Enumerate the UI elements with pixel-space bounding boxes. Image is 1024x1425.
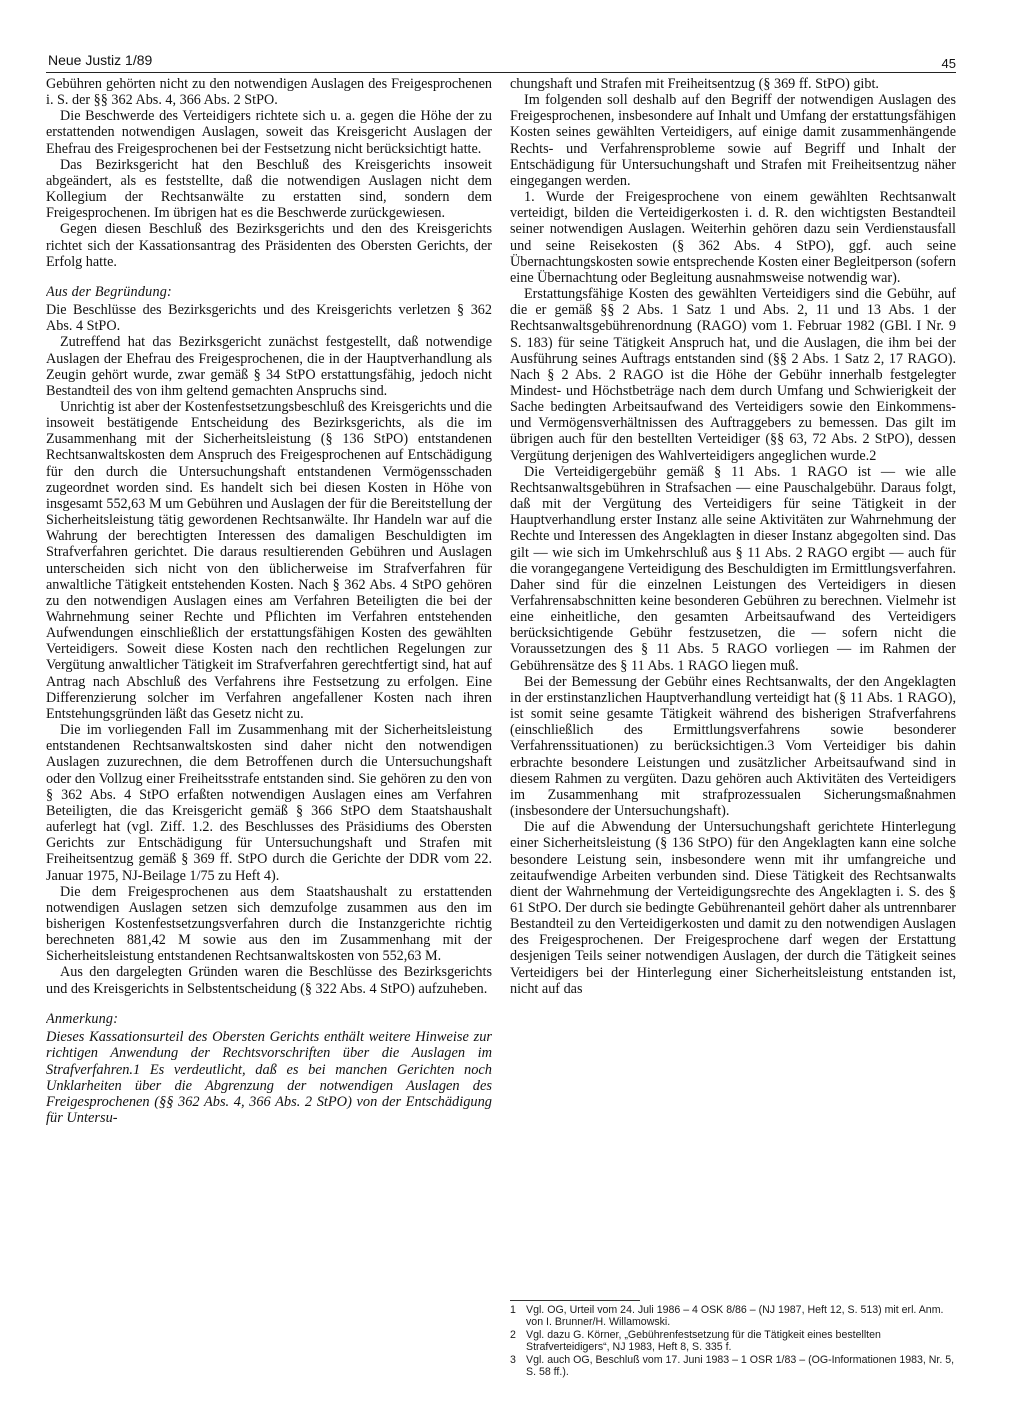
journal-title: Neue Justiz 1/89 [48,52,153,68]
annotation-text: Dieses Kassationsurteil des Obersten Gerichts enthält weitere Hinweise zur richtigen Anwendung der Rechtsvorschriften über die Auslagen im Strafverfahren.1 Es verdeutlicht, daß es bei manchen Gerichten noch Unklarheiten über die Abgrenzung der notwendigen Auslagen des Freigesprochenen (§§ 362 Abs. 4, 366 Abs. 2 StPO) von der Entschädigung für Untersu- [46,1028,492,1127]
footnote-number: 3 [510,1354,516,1366]
annotation-heading: Anmerkung: [46,1010,119,1027]
paragraph: Die Verteidigergebühr gemäß § 11 Abs. 1 RAGO ist — wie alle Rechtsanwaltsgebühren in Strafsachen — eine Pauschalgebühr. Daraus folgt, daß mit der Vergütung des Verteidigers für seine Tätigkeit in der Hauptverhandlung erster Instanz alle seine Aktivitäten zur Wahrnehmung der Rechte und Interessen des Angeklagten in dieser Instanz abgegolten sind. Das gilt — wie sich im Umkehrschluß aus § 11 Abs. 2 RAGO ergibt — auch für die vorangegangene Verteidigung des Beschuldigten im Ermittlungsverfahren. Daher sind für die einzelnen Leistungen des Verteidigers in diesen Verfahrensabschnitten keine besonderen Gebühren zu berechnen. Vielmehr ist eine einheitliche, den gesamten Arbeitsaufwand des Verteidigers berücksichtigende Gebühr festzusetzen, die — sofern nicht die Voraussetzungen des § 11 Abs. 5 RAGO vorliegen — im Rahmen der Gebührensätze des § 11 Abs. 1 RAGO liegen muß. [510,463,956,674]
paragraph: Gegen diesen Beschluß des Bezirksgerichts und den des Kreisgerichts richtet sich der Kassationsantrag des Präsidenten des Obersten Gerichts, der Erfolg hatte. [46,221,492,270]
footnote [510,1304,956,1328]
footnote [510,1329,956,1353]
paragraph: Zutreffend hat das Bezirksgericht zunächst festgestellt, daß notwendige Auslagen der Ehefrau des Freigesprochenen, die in der Hauptverhandlung als Zeugin gehört wurde, zwar gemäß § 34 StPO erstattungsfähig, jedoch nicht Bestandteil des von ihm geltend gemachten Anspruchs sind. [46,334,492,399]
paragraph: Aus den dargelegten Gründen waren die Beschlüsse des Bezirksgerichts und des Kreisgerichts in Selbstentscheidung (§ 322 Abs. 4 StPO) aufzuheben. [46,964,492,997]
footnote-divider [510,1300,640,1301]
left-column [46,76,492,1411]
paragraph: Die Beschwerde des Verteidigers richtete sich u. a. gegen die Höhe der zu erstattenden notwendigen Auslagen, soweit das Kreisgericht Auslagen der Ehefrau des Freigesprochenen bei der Festsetzung nicht berücksichtigt hatte. [46,108,492,157]
footnote-number: 2 [510,1329,516,1341]
paragraph: Die auf die Abwendung der Untersuchungshaft gerichtete Hinterlegung einer Sicherheitsleistung (§ 136 StPO) für den Angeklagten kann eine solche besondere Leistung sein, insbesondere wenn mit ihr umfangreiche und zeitaufwendige Arbeiten verbunden sind. Diese Tätigkeit des Rechtsanwalts dient der Wahrnehmung der Verteidigungsrechte des Angeklagten i. S. des § 61 StPO. Der durch sie bedingte Gebührenanteil gehört daher als untrennbarer Bestandteil zu den Verteidigerkosten und damit zu den notwendigen Auslagen des Freigesprochenen. Der Freigesprochene darf wegen der Erstattung desjenigen Teils seiner notwendigen Auslagen, der durch die Tätigkeit seines Verteidigers bei der Hinterlegung einer Sicherheitsleistung entstanden ist, nicht auf das [510,819,956,997]
footnote-text: Vgl. dazu G. Körner, „Gebührenfestsetzung für die Tätigkeit eines bestellten Strafverteidigers“, NJ 1983, Heft 8, S. 335 f. [526,1329,881,1353]
paragraph: Bei der Bemessung der Gebühr eines Rechtsanwalts, der den Angeklagten in der erstinstanzlichen Hauptverhandlung verteidigt hat (§ 11 Abs. 1 RAGO), ist somit seine gesamte Tätigkeit während des bisherigen Strafverfahrens (einschließlich des Ermittlungsverfahrens sowie besonderer Verfahrenssituationen) zu berücksichtigen.3 Vom Verteidiger bis dahin erbrachte besondere Leistungen und zusätzlicher Arbeitsaufwand sind in diesem Rahmen zu vergüten. Dazu gehören auch Aktivitäten des Verteidigers im Zusammenhang mit strafprozessualen Sicherungsmaßnahmen (insbesondere der Untersuchungshaft). [510,673,956,820]
reasons-heading: Aus der Begründung: [46,283,172,300]
paragraph: Das Bezirksgericht hat den Beschluß des Kreisgerichts insoweit abgeändert, als es feststellte, daß die notwendigen Auslagen nicht dem Kollegium der Rechtsanwälte zu erstatten sind, sondern dem Freigesprochenen. Im übrigen hat es die Beschwerde zurückgewiesen. [46,156,492,222]
paragraph: Die dem Freigesprochenen aus dem Staatshaushalt zu erstattenden notwendigen Auslagen setzen sich demzufolge zusammen aus den im bisherigen Kostenfestsetzungsverfahren durch die Instanzgerichte richtig berechneten 881,42 M sowie aus den im Zusammenhang mit der Sicherheitsleistung entstandenen Rechtsanwaltskosten von 552,63 M. [46,883,492,965]
footnote-text: Vgl. auch OG, Beschluß vom 17. Juni 1983 – 1 OSR 1/83 – (OG-Informationen 1983, Nr. 5, S. 58 ff.). [526,1354,955,1378]
paragraph: chungshaft und Strafen mit Freiheitsentzug (§ 369 ff. StPO) gibt. [510,76,879,92]
paragraph: Erstattungsfähige Kosten des gewählten Verteidigers sind die Gebühr, auf die er gemäß §§ 2 Abs. 1 Satz 1 und Abs. 2, 11 und 13 Abs. 1 der Rechtsanwaltsgebührenordnung (RAGO) vom 1. Februar 1982 (GBl. I Nr. 9 S. 183) für seine Tätigkeit Anspruch hat, und die Auslagen, die ihm bei der Ausführung seines Auftrags entstanden sind (§§ 2 Abs. 1 Satz 2, 17 RAGO). Nach § 2 Abs. 2 RAGO ist die Höhe der Gebühr innerhalb festgelegter Mindest- und Höchstbeträge nach dem durch Umfang und Schwierigkeit der Sache bedingten Arbeitsaufwand des Verteidigers sowie den Einkommens- und Vermögensverhältnissen des Auftraggebers zu bemessen. Das gilt im übrigen auch für den bestellten Verteidiger (§§ 63, 72 Abs. 2 StPO), dessen Vergütung derjenigen des Wahlverteidigers angeglichen wurde.2 [510,286,956,464]
page-header [46,50,956,73]
paragraph: Im folgenden soll deshalb auf den Begriff der notwendigen Auslagen des Freigesprochenen, insbesondere auf Inhalt und Umfang der erstattungsfähigen Kosten seines gewählten Verteidigers, auf einige damit zusammenhängende Rechts- und Verfahrensprobleme sowie auf Begriff und Inhalt der Entschädigung für Untersuchungshaft und Strafen mit Freiheitsentzug näher eingegangen werden. [510,92,956,189]
page-number: 45 [941,56,956,71]
paragraph: Die Beschlüsse des Bezirksgerichts und des Kreisgerichts verletzen § 362 Abs. 4 StPO. [46,302,492,335]
footnote [510,1354,956,1378]
footnote-number: 1 [510,1304,516,1316]
paragraph: Die im vorliegenden Fall im Zusammenhang mit der Sicherheitsleistung entstandenen Rechtsanwaltskosten sind daher nicht den notwendigen Auslagen zuzurechnen, die dem Betroffenen durch die Untersuchungshaft oder den Vollzug einer Freiheitsstrafe entstanden sind. Sie gehören zu den von § 362 Abs. 4 StPO erfaßten notwendigen Auslagen eines am Verfahren Beteiligten, die das Kreisgericht gemäß § 366 StPO dem Staatshaushalt auferlegt hat (vgl. Ziff. 1.2. des Beschlusses des Präsidiums des Obersten Gerichts zur Entschädigung für Untersuchungshaft und Strafen mit Freiheitsentzug gemäß § 369 ff. StPO durch die Gerichte der DDR vom 22. Januar 1975, NJ-Beilage 1/75 zu Heft 4). [46,722,492,884]
right-column [510,76,956,1411]
paragraph: 1. Wurde der Freigesprochene von einem gewählten Rechtsanwalt verteidigt, bilden die Verteidigerkosten i. d. R. den wichtigsten Bestandteil seiner notwendigen Auslagen. Weiterhin gehören dazu sein Verdienstausfall und seine Reisekosten (§ 362 Abs. 4 StPO), ggf. auch seine Übernachtungskosten sowie entsprechende Kosten einer Begleitperson (sofern eine Übernachtung oder Begleitung ausnahmsweise notwendig war). [510,189,956,286]
footnotes [510,1300,956,1379]
paragraph: Unrichtig ist aber der Kostenfestsetzungsbeschluß des Kreisgerichts und die insoweit bestätigende Entscheidung des Bezirksgerichts, als die im Zusammenhang mit der Sicherheitsleistung (§ 136 StPO) entstandenen Rechtsanwaltskosten dem Anspruch des Freigesprochenen auf Entschädigung für den durch die Untersuchungshaft entstandenen Vermögensschaden zugeordnet worden sind. Es handelt sich bei diesen Kosten in Höhe von insgesamt 552,63 M um Gebühren und Auslagen der für die Bereitstellung der Sicherheitsleistung tätig gewordenen Rechtsanwälte. Ihr Handeln war auf die Wahrung der berechtigten Interessen des damaligen Beschuldigten im Strafverfahren gerichtet. Die daraus resultierenden Gebühren und Auslagen unterscheiden sich nicht von den üblicherweise im Strafverfahren für anwaltliche Tätigkeit entstehenden Kosten. Nach § 362 Abs. 4 StPO gehören zu den notwendigen Auslagen eines am Verfahren Beteiligten die bei der Wahrnehmung seiner Rechte und Pflichten im Verfahren entstehenden Aufwendungen einschließlich der erstattungsfähigen Kosten des gewählten Verteidigers. Soweit diese Kosten nach den rechtlichen Regelungen zur Vergütung anwaltlicher Tätigkeit im Strafverfahren gerechtfertigt sind, hat auf Antrag nach Abschluß des Verfahrens ihre Festsetzung zu erfolgen. Eine Differenzierung solcher im Verfahren angefallener Kosten nach ihren Entstehungsgründen läßt das Gesetz nicht zu. [46,398,492,722]
footnote-text: Vgl. OG, Urteil vom 24. Juli 1986 – 4 OSK 8/86 – (NJ 1987, Heft 12, S. 513) mit erl. Anm. von I. Brunner/H. Willamowski. [526,1304,944,1328]
paragraph: Gebühren gehörten nicht zu den notwendigen Auslagen des Freigesprochenen i. S. der §§ 362 Abs. 4, 366 Abs. 2 StPO. [46,76,492,109]
